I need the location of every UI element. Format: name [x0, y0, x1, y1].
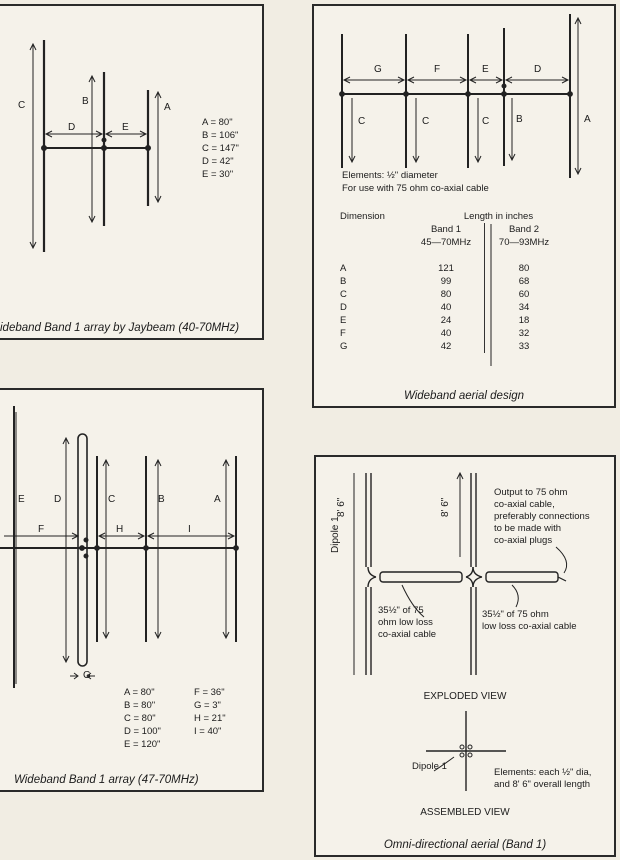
array-label-i: I	[188, 524, 191, 535]
spec-c: C = 80"	[124, 713, 156, 724]
array-label-d: D	[54, 494, 62, 505]
use-note: For use with 75 ohm co-axial cable	[342, 183, 489, 194]
spec-g: G = 3"	[194, 700, 221, 711]
spec-a: A = 80"	[124, 687, 155, 698]
omni-aerial-panel	[314, 455, 616, 857]
band2-header: Band 2	[508, 224, 540, 235]
assembled-elements-note: Elements: each ½" dia, and 8' 6" overall length	[494, 767, 592, 790]
jaybeam-caption: ideband Band 1 array by Jaybeam (40-70MHz)	[0, 322, 240, 334]
height-label-2: 8' 6"	[440, 497, 451, 517]
elements-note: Elements: ½" diameter	[342, 170, 438, 181]
dim-label-d: D	[534, 64, 542, 75]
jaybeam-spec-list	[202, 116, 239, 181]
table-row: C 80 60	[340, 289, 530, 300]
array-label-e: E	[18, 494, 25, 505]
dipole-1-label: Dipole 1	[330, 516, 341, 553]
wideband-array-caption: Wideband Band 1 array (47-70MHz)	[14, 774, 199, 786]
dim-label-g: G	[374, 64, 382, 75]
table-row: G 42 33	[340, 341, 530, 352]
dim-label-a: A	[584, 114, 591, 125]
spec-c: C = 147"	[202, 143, 239, 154]
cable-note-right: 35½" of 75 ohm low loss co-axial cable	[482, 609, 577, 632]
array-label-a: A	[214, 494, 221, 505]
wideband-array-panel	[0, 388, 264, 792]
spec-a: A = 80"	[202, 117, 233, 128]
wideband-design-caption: Wideband aerial design	[403, 390, 525, 402]
height-label-1: 8' 6"	[336, 497, 347, 517]
dim-label-c-2: C	[422, 116, 430, 127]
spec-f: F = 36"	[194, 687, 225, 698]
array-label-c: C	[108, 494, 116, 505]
spec-i: I = 40"	[194, 726, 222, 737]
spec-b: B = 80"	[124, 700, 156, 711]
exploded-view-label: EXPLODED VIEW	[423, 691, 507, 702]
col-length: Length in inches	[463, 211, 534, 222]
dim-label-c-1: C	[358, 116, 366, 127]
jaybeam-array-panel	[0, 4, 264, 340]
spec-e: E = 120"	[124, 739, 161, 750]
spec-h: H = 21"	[194, 713, 226, 724]
spec-e: E = 30"	[202, 169, 234, 180]
dim-label-e: E	[482, 64, 489, 75]
array-spec-left	[124, 686, 161, 751]
cable-note-left: 35½" of 75 ohm low loss co-axial cable	[378, 605, 437, 640]
band1-range: 45—70MHz	[408, 236, 485, 249]
dimension-label-a: A	[164, 102, 171, 113]
array-label-b: B	[158, 494, 165, 505]
table-row: B 99 68	[340, 276, 530, 287]
dimension-table	[336, 210, 563, 353]
band1-header: Band 1	[408, 223, 485, 236]
dimension-label-c: C	[18, 100, 26, 111]
table-row: D 40 34	[340, 302, 530, 313]
dim-label-c-3: C	[482, 116, 490, 127]
array-spec-right	[194, 686, 226, 738]
dimension-label-d: D	[68, 122, 76, 133]
wideband-design-panel	[312, 4, 616, 408]
omni-aerial-caption: Omni-directional aerial (Band 1)	[383, 839, 547, 851]
array-label-g: G	[83, 670, 91, 681]
spec-b: B = 106"	[202, 130, 239, 141]
dim-label-b: B	[516, 114, 523, 125]
band2-range: 70—93MHz	[498, 237, 550, 248]
dimension-label-e: E	[122, 122, 129, 133]
assembled-dipole-label: Dipole 1	[412, 761, 447, 772]
spec-d: D = 100"	[124, 726, 161, 737]
array-label-h: H	[116, 524, 124, 535]
spec-d: D = 42"	[202, 156, 234, 167]
dimension-label-b: B	[82, 96, 89, 107]
array-label-f: F	[38, 524, 45, 535]
col-dimension: Dimension	[340, 211, 385, 222]
table-row: F 40 32	[340, 328, 530, 339]
output-note: Output to 75 ohm co-axial cable, preferably connections to be made with co-axial plugs	[494, 487, 590, 546]
assembled-view-label: ASSEMBLED VIEW	[420, 807, 510, 818]
table-row: E 24 18	[340, 315, 530, 326]
dim-label-f: F	[434, 64, 441, 75]
table-row: A 121 80	[340, 263, 530, 274]
